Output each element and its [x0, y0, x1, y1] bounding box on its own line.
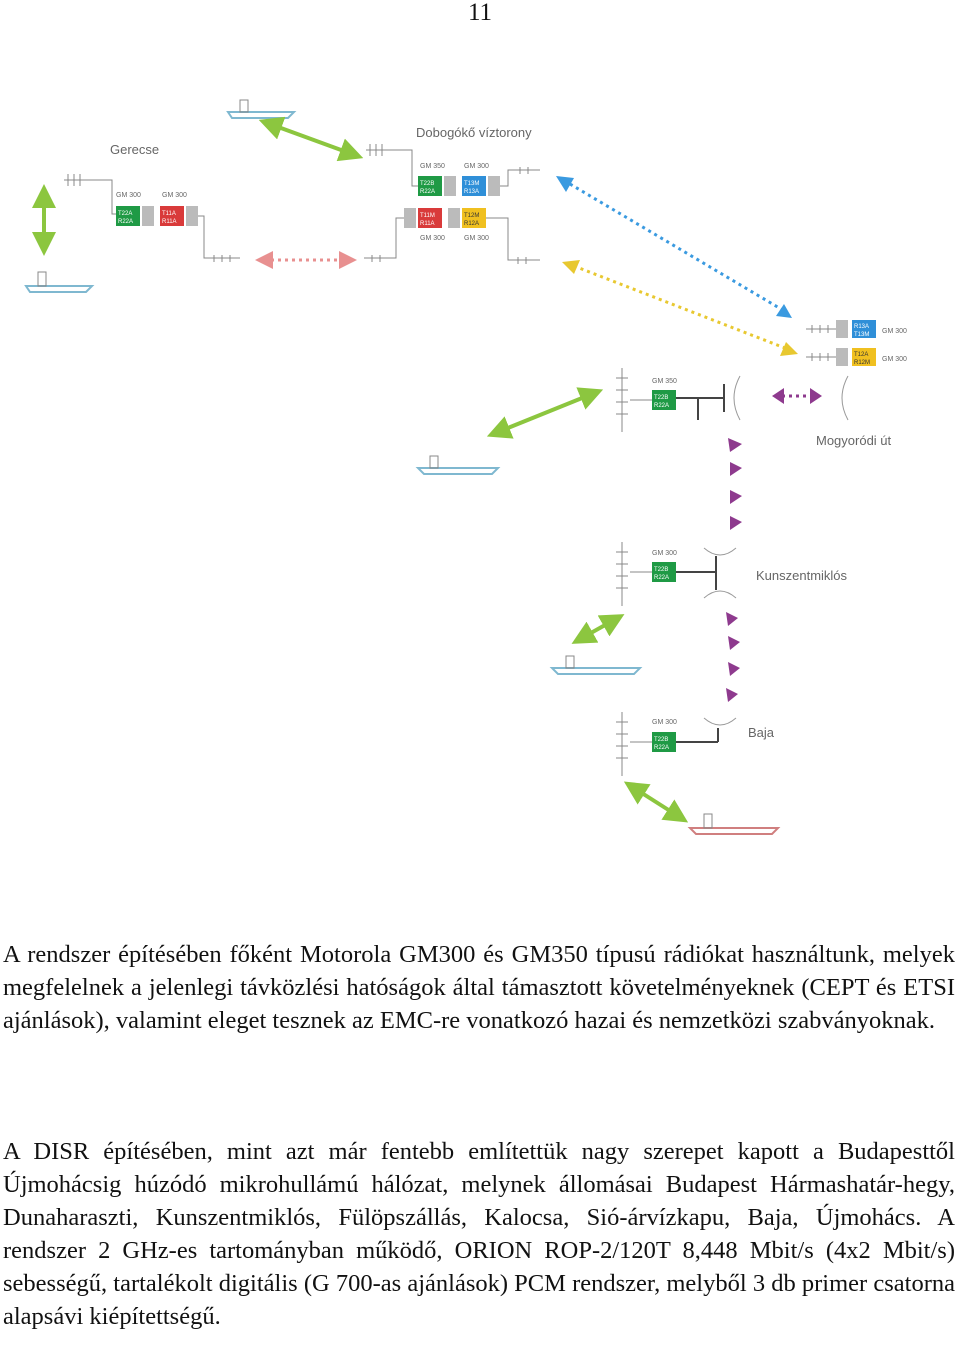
svg-text:T11A: T11A: [162, 211, 176, 217]
svg-text:R22A: R22A: [654, 575, 670, 581]
radio-kunszent: [652, 550, 677, 582]
radio-dobogoko-4: [448, 208, 489, 242]
network-diagram: [0, 80, 960, 840]
radio-dobogoko-1: [418, 163, 456, 196]
microwave-link-blue: [556, 176, 792, 318]
page-number: 11: [467, 0, 493, 26]
svg-text:T12A: T12A: [854, 352, 869, 358]
dish-icon: [704, 718, 736, 725]
svg-text:T22B: T22B: [654, 395, 669, 401]
dish-icon: [842, 376, 848, 420]
svg-text:R11A: R11A: [162, 219, 177, 225]
station-label-kunszentmiklos: Kunszentmiklós: [756, 568, 848, 583]
ship-icon: [418, 456, 498, 474]
radio-dobogoko-2: [462, 163, 500, 196]
svg-text:T11M: T11M: [420, 213, 435, 219]
radio-baja: [652, 719, 677, 752]
svg-text:R22A: R22A: [654, 745, 670, 751]
microwave-link-yellow: [562, 260, 798, 356]
dish-icon: [704, 591, 736, 598]
ship-icon: [228, 100, 294, 118]
mogyorodi-wiring: [806, 325, 836, 361]
svg-text:R13A: R13A: [464, 189, 480, 195]
svg-text:T12M: T12M: [464, 213, 480, 219]
svg-text:R22A: R22A: [118, 219, 134, 225]
svg-text:GM 300: GM 300: [882, 328, 907, 335]
ship-icon: [26, 272, 92, 292]
svg-text:GM 300: GM 300: [162, 192, 187, 199]
svg-text:GM 300: GM 300: [420, 235, 445, 242]
ship-icon: [690, 814, 778, 834]
ship-icon: [552, 656, 640, 674]
svg-text:GM 300: GM 300: [116, 192, 141, 199]
radio-mogyorodi-1: [836, 320, 907, 338]
svg-text:R11A: R11A: [420, 221, 435, 227]
radio-mogyorodi-2: [836, 348, 907, 366]
svg-text:GM 300: GM 300: [882, 356, 907, 363]
radio-gerecse-1: [116, 192, 154, 226]
svg-text:GM 300: GM 300: [464, 235, 489, 242]
svg-text:GM 300: GM 300: [464, 163, 489, 170]
svg-text:R13A: R13A: [854, 324, 870, 330]
station-label-dobogoko: Dobogókő víztorony: [416, 125, 532, 140]
svg-text:T13M: T13M: [464, 181, 480, 187]
radio-mogyorodi-gm350: [652, 378, 677, 410]
paragraph-disr: A DISR építésében, mint azt már fentebb említettük nagy szerepet kapott a Budapesttől Újmohácsig húzódó mikrohullámú hálózat, melynek állomásai Budapest Hármashatár-hegy, Dunaharaszti, Kunszentmiklós, Fülöpszállás, Kalocsa, Sió-árvízkapu, Baja, Újmohács. A rendszer 2 GHz-es tartományban működő, ORION ROP-2/120T 8,448 Mbit/s (4x2 Mbit/s) sebességű, tartalékolt digitális (G 700-as ajánlások) PCM rendszer, melyből 3 db primer csatorna alapsávi kiépítettségű.: [3, 1138, 955, 1330]
station-label-baja: Baja: [748, 725, 775, 740]
dish-icon: [734, 376, 740, 420]
radio-link-arrows: [44, 124, 678, 816]
svg-text:GM 350: GM 350: [652, 378, 677, 385]
svg-text:T13M: T13M: [854, 332, 870, 338]
svg-text:T22A: T22A: [118, 211, 133, 217]
svg-text:R22A: R22A: [420, 189, 436, 195]
svg-text:R12M: R12M: [854, 360, 871, 366]
dobogoko-wiring: [364, 144, 540, 264]
svg-text:R12A: R12A: [464, 221, 480, 227]
svg-text:R22A: R22A: [654, 403, 670, 409]
svg-text:T22B: T22B: [420, 181, 435, 187]
svg-text:GM 350: GM 350: [420, 163, 445, 170]
dish-icon: [704, 548, 736, 555]
radio-dobogoko-3: [404, 208, 445, 242]
svg-text:GM 300: GM 300: [652, 550, 677, 557]
svg-text:T22B: T22B: [654, 567, 669, 573]
microwave-link-purple: [726, 388, 822, 702]
station-label-mogyorodi: Mogyoródi út: [816, 433, 892, 448]
paragraph-radios: A rendszer építésében főként Motorola GM300 és GM350 típusú rádiókat használtunk, melyek megfelelnek a jelenlegi távközlési hatóságok által támasztott követelményeknek (CEPT és ETSI ajánlások), valamint eleget tesznek az EMC-re vonatkozó hazai és nemzetközi szabványoknak.: [3, 941, 955, 1034]
radio-gerecse-2: [160, 192, 198, 226]
station-label-gerecse: Gerecse: [110, 142, 160, 157]
svg-text:GM 300: GM 300: [652, 719, 677, 726]
svg-text:T22B: T22B: [654, 737, 669, 743]
